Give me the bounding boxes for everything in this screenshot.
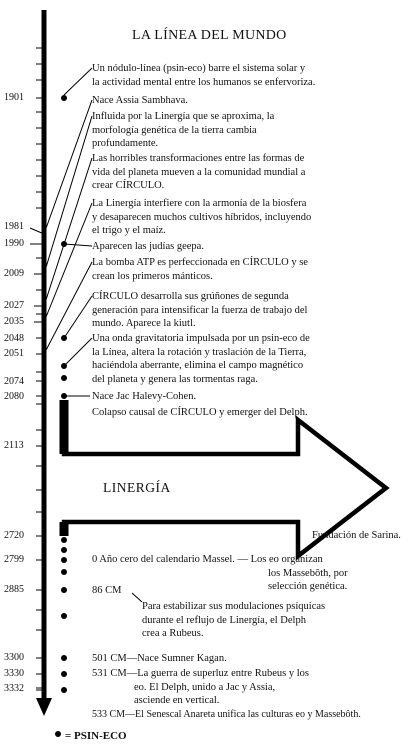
year-label: 1990 [4,238,24,249]
legend-dot [55,731,61,737]
legend-label: = PSIN-ECO [65,730,127,742]
psin-eco-dot [61,557,67,563]
psin-eco-dot [61,547,67,553]
psin-eco-dot [61,587,67,593]
event-text: 0 Año cero del calendario Massel. — Los eo organizan los Massebôth, por selección genética. [92,554,348,592]
psin-eco-dot [61,375,67,381]
year-label: 2027 [4,300,24,311]
year-label: 2074 [4,376,24,387]
psin-eco-dot [61,537,67,543]
year-label: 2720 [4,530,24,541]
year-label: 1981 [4,221,24,232]
psin-eco-dot [61,613,67,619]
event-text: CÍRCULO desarrolla sus grúñones de segunda generación para intensificar la fuerza de trabajo del mundo. Aparece la kiutl. [92,291,308,329]
year-label: 2080 [4,391,24,402]
event-text: 86 CM [92,585,122,596]
event-text: La bomba ATP es perfeccionada en CÍRCULO y se crean los primeros mánticos. [92,257,308,282]
year-label: 2035 [4,316,24,327]
year-label: 3300 [4,652,24,663]
year-label: 2113 [4,440,24,451]
year-label: 1901 [4,92,24,103]
event-text: Nace Assia Sambhava. [92,95,188,106]
psin-eco-dot [61,671,67,677]
event-text: Las horribles transformaciones entre las formas de vida del planeta mueven a la comunidad mundial a crear CÍRCULO. [92,153,306,191]
psin-eco-dot [61,95,67,101]
event-text: Colapso causal de CÍRCULO y emerger del Delph. [92,407,308,418]
event-text: Una onda gravitatoria impulsada por un psin-eco de la Línea, altera la rotación y traslación de la Tierra, haciéndola aberrante, elimina el campo magnético del planeta y genera las tormentas raga. [92,333,310,385]
event-text: Para estabilizar sus modulaciones psíquicas durante el reflujo de Linergía, el Delph crea a Rubeus. [142,601,326,639]
event-text: Un nódulo-línea (psin-eco) barre el sistema solar y la actividad mental entre los humanos se enfervoriza. [92,63,316,88]
page-title: LA LÍNEA DEL MUNDO [132,28,287,43]
year-label: 3332 [4,683,24,694]
linergia-label: LINERGÍA [103,480,171,495]
year-label: 2051 [4,348,24,359]
event-text: 533 CM—El Senescal Anareta unifica las culturas eo y Massebôth. [92,709,361,720]
event-text: 531 CM—La guerra de superluz entre Rubeus y los eo. El Delph, unido a Jac y Assia, asciende en vertical. [92,668,309,706]
event-text: Aparecen las judías geepa. [92,241,204,252]
psin-eco-dot [61,655,67,661]
year-label: 2799 [4,554,24,565]
psin-eco-dot [61,569,67,575]
psin-eco-dot [61,687,67,693]
event-text: Fundación de Sarina. [312,530,401,541]
year-label: 2885 [4,584,24,595]
event-text: La Linergía interfiere con la armonía de la biosfera y desaparecen muchos cultivos híbridos, incluyendo el trigo y el maíz. [92,198,312,236]
event-text: Nace Jac Halevy-Cohen. [92,391,197,402]
event-text: 501 CM—Nace Sumner Kagan. [92,653,227,664]
year-label: 2048 [4,333,24,344]
year-label: 3330 [4,668,24,679]
event-text: Influida por la Linergía que se aproxima, la morfología genética de la tierra cambia profundamente. [92,111,275,149]
year-label: 2009 [4,268,24,279]
timeline-arrowhead [36,698,52,716]
